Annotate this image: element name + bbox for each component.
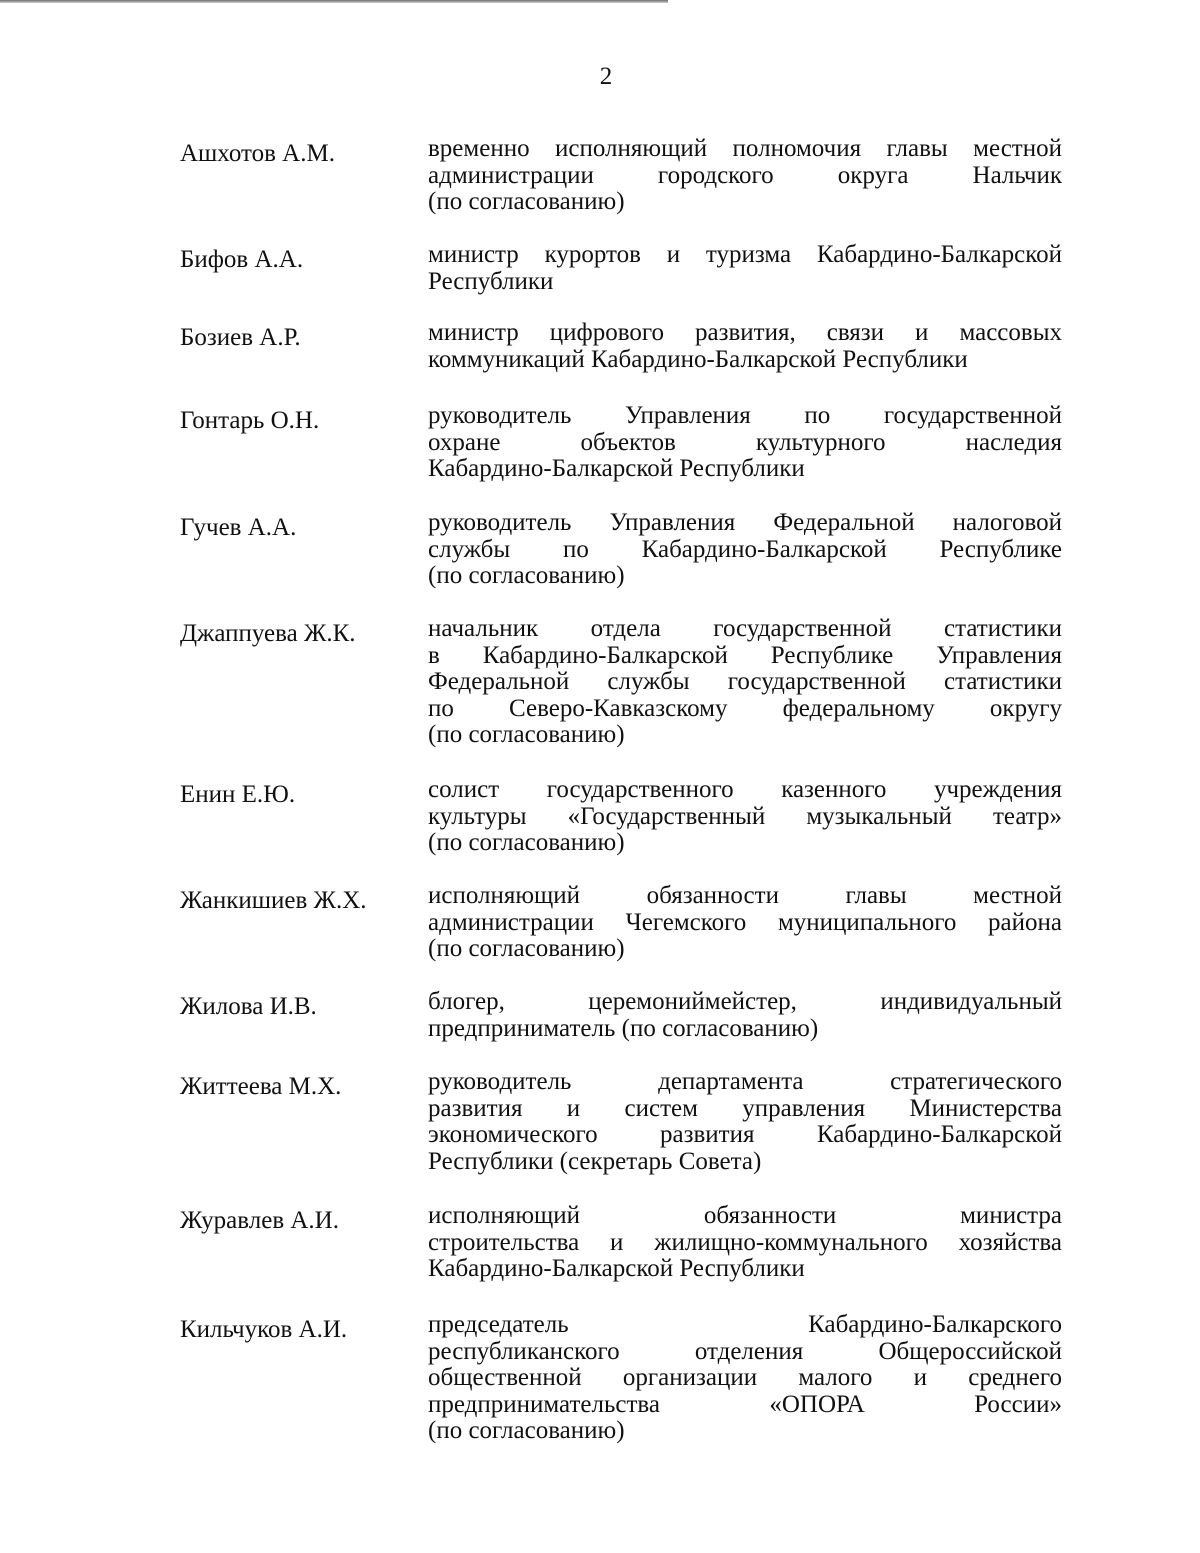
role-line: в Кабардино-Балкарской Республике Управления bbox=[428, 641, 1062, 669]
role-line: Республики bbox=[428, 267, 554, 295]
member-name: Гучев А.А. bbox=[180, 514, 297, 541]
role-line: предпринимательства «ОПОРА России» bbox=[428, 1390, 1062, 1418]
role-line: предприниматель (по согласованию) bbox=[428, 1014, 819, 1042]
member-name: Енин Е.Ю. bbox=[180, 781, 296, 808]
role-line: блогер, церемониймейстер, индивидуальный bbox=[428, 988, 1062, 1015]
member-name: Життеева М.Х. bbox=[180, 1073, 342, 1100]
role-line: начальник отдела государственной статистики bbox=[428, 615, 1062, 642]
member-name: Жанкишиев Ж.Х. bbox=[180, 887, 367, 914]
member-role bbox=[428, 1203, 1062, 1283]
member-name: Журавлев А.И. bbox=[180, 1207, 339, 1234]
role-line: министр курортов и туризма Кабардино-Балкарской bbox=[428, 241, 1062, 268]
member-role bbox=[428, 989, 1062, 1042]
member-role bbox=[428, 777, 1062, 857]
role-line: Кабардино-Балкарской Республики bbox=[428, 455, 805, 482]
role-line: (по согласованию) bbox=[428, 935, 625, 962]
member-role bbox=[428, 403, 1062, 483]
role-line: руководитель Управления по государственной bbox=[428, 402, 1062, 429]
role-line: коммуникаций Кабардино-Балкарской Республики bbox=[428, 345, 968, 373]
role-line: администрации Чегемского муниципального района bbox=[428, 908, 1062, 936]
member-role bbox=[428, 616, 1062, 749]
role-line: (по согласованию) bbox=[428, 721, 625, 748]
role-line: руководитель Управления Федеральной налоговой bbox=[428, 509, 1062, 536]
role-line: администрации городского округа Нальчик bbox=[428, 161, 1062, 189]
member-name: Гонтарь О.Н. bbox=[180, 407, 320, 434]
member-name: Жилова И.В. bbox=[180, 993, 317, 1020]
member-role bbox=[428, 1312, 1062, 1445]
role-line: развития и систем управления Министерства bbox=[428, 1094, 1062, 1122]
member-name: Кильчуков А.И. bbox=[180, 1316, 348, 1343]
role-line: (по согласованию) bbox=[428, 188, 625, 215]
role-line: (по согласованию) bbox=[428, 562, 625, 589]
role-line: Кабардино-Балкарской Республики bbox=[428, 1255, 805, 1282]
role-line: руководитель департамента стратегического bbox=[428, 1068, 1062, 1095]
role-line: исполняющий обязанности главы местной bbox=[428, 882, 1062, 909]
member-role bbox=[428, 510, 1062, 590]
role-line: по Северо-Кавказскому федеральному округу bbox=[428, 694, 1062, 722]
role-line: председатель Кабардино-Балкарского bbox=[428, 1311, 1062, 1338]
role-line: строительства и жилищно-коммунального хозяйства bbox=[428, 1228, 1062, 1256]
role-line: солист государственного казенного учреждения bbox=[428, 776, 1062, 803]
member-role bbox=[428, 320, 1062, 373]
member-role bbox=[428, 136, 1062, 216]
role-line: исполняющий обязанности министра bbox=[428, 1202, 1062, 1229]
member-name: Бифов А.А. bbox=[180, 246, 304, 273]
role-line: экономического развития Кабардино-Балкарской bbox=[428, 1121, 1062, 1148]
member-name: Бозиев А.Р. bbox=[180, 324, 301, 351]
role-line: охране объектов культурного наследия bbox=[428, 428, 1062, 456]
member-name: Джаппуева Ж.К. bbox=[180, 620, 356, 647]
role-line: Республики (секретарь Совета) bbox=[428, 1147, 762, 1175]
member-role bbox=[428, 883, 1062, 963]
role-line: общественной организации малого и среднего bbox=[428, 1364, 1062, 1391]
role-line: (по согласованию) bbox=[428, 829, 625, 856]
role-line: (по согласованию) bbox=[428, 1417, 625, 1444]
member-role bbox=[428, 1069, 1062, 1175]
page-number: 2 bbox=[599, 63, 613, 90]
role-line: временно исполняющий полномочия главы местной bbox=[428, 135, 1062, 162]
role-line: министр цифрового развития, связи и массовых bbox=[428, 319, 1062, 346]
member-role bbox=[428, 242, 1062, 295]
member-name: Ашхотов А.М. bbox=[180, 140, 335, 167]
role-line: Федеральной службы государственной статистики bbox=[428, 668, 1062, 695]
role-line: службы по Кабардино-Балкарской Республике bbox=[428, 535, 1062, 563]
role-line: республиканского отделения Общероссийской bbox=[428, 1337, 1062, 1365]
role-line: культуры «Государственный музыкальный театр» bbox=[428, 802, 1062, 830]
